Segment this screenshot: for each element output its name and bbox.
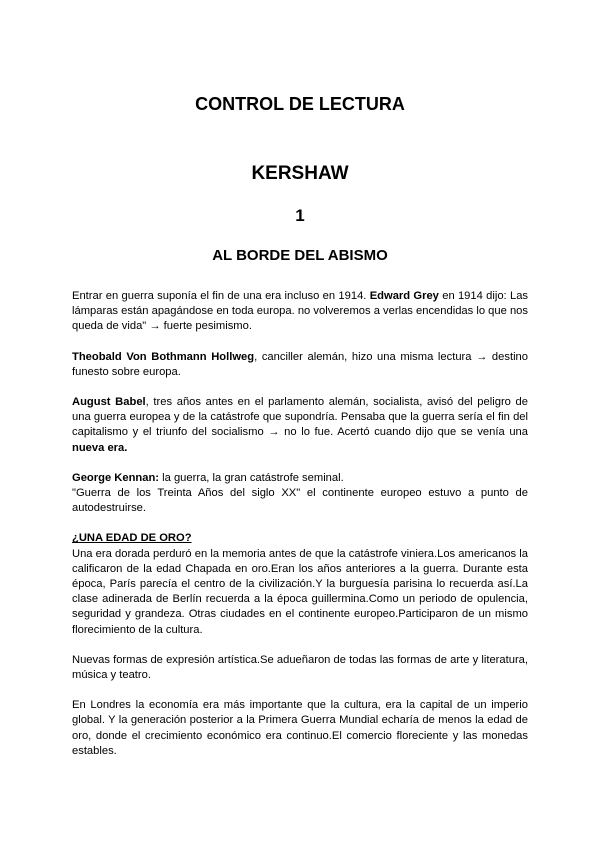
paragraph-august-babel (72, 395, 528, 456)
person-name: Theobald Von Bothmann Hollweg (72, 350, 255, 363)
section-title: ¿UNA EDAD DE ORO? (72, 532, 192, 545)
person-name: Edward Grey (369, 290, 439, 302)
paragraph-text: la guerra, la gran catástrofe seminal. (159, 471, 344, 484)
paragraph-text: Entrar en guerra suponía el fin de una era incluso en 1914. (72, 290, 370, 302)
paragraph-text: , tres años antes en el parlamento alemán, socialista, avisó del peligro de una guerra europea y de la catástrofe que supondría. Pensaba que la guerra sería el fin del capitalismo y el triunfo del socialismo → no lo fue. Acertó cuando dijo que se venía una (72, 396, 528, 439)
author-heading: KERSHAW (251, 163, 349, 184)
paragraph-text: en 1914 dijo: Las lámparas están apagándose en toda europa. no volveremos a verlas encendidas lo que nos queda de vida" → fuerte pesimismo. (72, 290, 529, 333)
document-title: CONTROL DE LECTURA (195, 94, 405, 114)
emphasis-text: nueva era. (72, 441, 128, 454)
section-paragraph: Una era dorada perduró en la memoria antes de que la catástrofe viniera.Los americanos la calificaron de la edad Chapada en oro.Eran los años anteriores a la guerra. Durante esta época, París parecía el centro de la civilización.Y la burguesía parisina lo recuerda así.La clase adinerada de Berlín recuerda a la época guillermina.Como un periodo de opulencia, seguridad y grandeza. Otras ciudades en el continente europeo.Participaron de un mismo florecimiento de la cultura. (72, 547, 528, 636)
section-paragraph: Nuevas formas de expresión artística.Se adueñaron de todas las formas de arte y literatura, música y teatro. (72, 653, 528, 682)
paragraph-george-kennan (72, 471, 528, 486)
section-paragraph: En Londres la economía era más importante que la cultura, era la capital de un imperio global. Y la generación posterior a la Primera Guerra Mundial echaría de menos la edad de oro, donde el crecimiento económico era continuo.El comercio floreciente y las monedas estables. (72, 699, 528, 757)
document-body (72, 289, 528, 774)
paragraph-edward-grey (72, 289, 528, 335)
person-name: George Kennan: (72, 471, 160, 484)
chapter-title: AL BORDE DEL ABISMO (212, 247, 388, 264)
paragraph-bethmann-hollweg (72, 350, 528, 380)
chapter-number: 1 (295, 206, 305, 225)
person-name: August Babel (72, 396, 146, 409)
paragraph-thirty-years-war: "Guerra de los Treinta Años del siglo XX" el continente europeo estuvo a punto de autodestruirse. (72, 487, 528, 515)
paragraph-text: , canciller alemán, hizo una misma lectura → destino funesto sobre europa. (72, 350, 528, 378)
